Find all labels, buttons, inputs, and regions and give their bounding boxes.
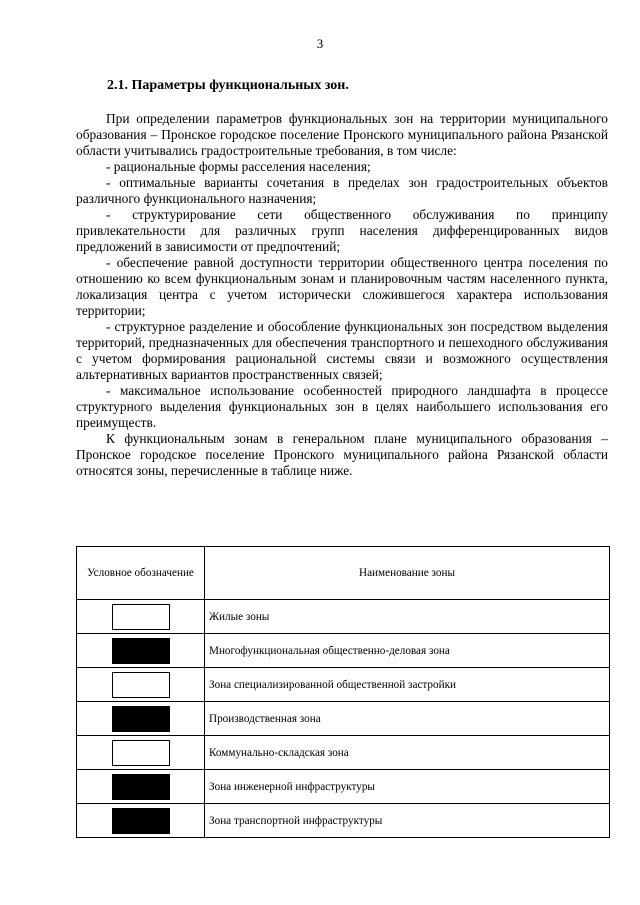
table-row	[77, 736, 610, 770]
paragraph: - рациональные формы расселения населения;	[106, 159, 371, 174]
table-row	[77, 600, 610, 634]
zone-swatch	[112, 638, 170, 664]
zone-swatch	[112, 706, 170, 732]
zone-name: Жилые зоны	[205, 600, 610, 634]
page-number: 3	[316, 36, 324, 51]
zone-name: Зона инженерной инфраструктуры	[205, 770, 610, 804]
table-row	[77, 702, 610, 736]
body-text	[76, 111, 608, 479]
zone-swatch	[112, 808, 170, 834]
header-name: Наименование зоны	[205, 547, 610, 600]
zone-swatch	[112, 672, 170, 698]
table-row	[77, 770, 610, 804]
zone-swatch	[112, 774, 170, 800]
section-title: 2.1. Параметры функциональных зон.	[107, 78, 349, 93]
header-symbol: Условное обозначение	[77, 547, 205, 600]
table-header-row	[77, 547, 610, 600]
paragraph: - структурирование сети общественного обслуживания по принципу привлекательности для различных групп населения дифференцированных видов предложений в зависимости от предпочтений;	[76, 207, 608, 254]
zone-swatch	[112, 604, 170, 630]
table-row	[77, 634, 610, 668]
zone-name: Многофункциональная общественно-деловая зона	[205, 634, 610, 668]
table-row	[77, 804, 610, 838]
paragraph: При определении параметров функциональных зон на территории муниципального образования – Пронское городское поселение Пронского муниципального района Рязанской области учитывались градостроительные требования, в том числе:	[76, 111, 608, 158]
paragraph: - оптимальные варианты сочетания в пределах зон градостроительных объектов различного функционального назначения;	[76, 175, 608, 206]
zone-name: Зона транспортной инфраструктуры	[205, 804, 610, 838]
zone-name: Зона специализированной общественной застройки	[205, 668, 610, 702]
zone-swatch	[112, 740, 170, 766]
table-row	[77, 668, 610, 702]
paragraph: - структурное разделение и обособление функциональных зон посредством выделения территорий, предназначенных для обеспечения транспортного и пешеходного обслуживания с учетом формирования рациональной системы связи и возможного осуществления альтернативных вариантов пространственных связей;	[76, 319, 608, 382]
paragraph: - обеспечение равной доступности территории общественного центра поселения по отношению ко всем функциональным зонам и планировочным частям населенного пункта, локализация центра с учетом исторически сложившегося характера использования территории;	[76, 255, 608, 318]
zone-name: Коммунально-складская зона	[205, 736, 610, 770]
zone-name: Производственная зона	[205, 702, 610, 736]
paragraph: К функциональным зонам в генеральном плане муниципального образования – Пронское городское поселение Пронского муниципального района Рязанской области относятся зоны, перечисленные в таблице ниже.	[76, 431, 608, 478]
paragraph: - максимальное использование особенностей природного ландшафта в процессе структурного выделения функциональных зон в целях наибольшего использования его преимуществ.	[76, 383, 608, 430]
zones-table	[76, 546, 610, 838]
